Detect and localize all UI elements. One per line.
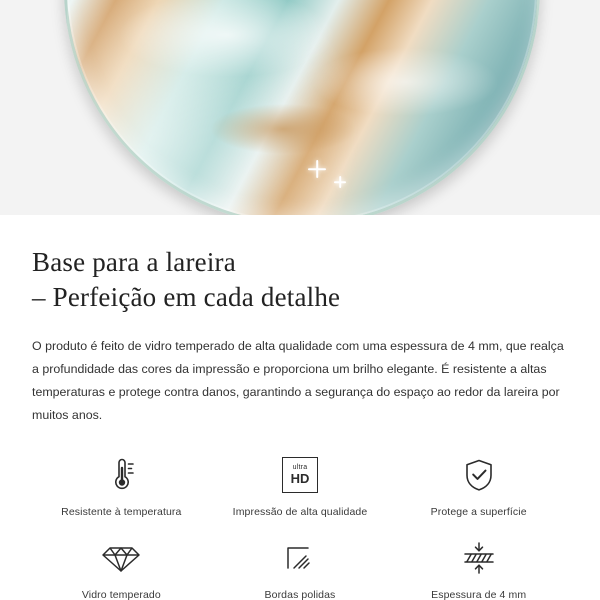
- feature-item: [211, 453, 390, 518]
- feature-item: [32, 453, 211, 518]
- hero-image: [0, 0, 600, 215]
- description-paragraph: O produto é feito de vidro temperado de alta qualidade com uma espessura de 4 mm, que realça a profundidade das cores da impressão e proporciona um brilho elegante. É resistente a altas temperaturas e protege contra danos, garantindo a segurança do espaço ao redor da lareira por muitos anos.: [32, 339, 564, 422]
- feature-label: Espessura de 4 mm: [431, 588, 527, 600]
- headline-line-1: Base para a lareira: [32, 247, 236, 277]
- ultra-hd-icon: [282, 453, 318, 497]
- shield-check-icon: [460, 453, 498, 497]
- feature-item: [32, 536, 211, 600]
- feature-label: Protege a superfície: [430, 505, 527, 518]
- thickness-arrows-icon: [457, 536, 501, 580]
- feature-label: Impressão de alta qualidade: [232, 505, 368, 518]
- feature-label: Resistente à temperatura: [61, 505, 182, 518]
- feature-grid: [32, 453, 568, 600]
- headline-line-2: – Perfeição em cada detalhe: [32, 282, 341, 313]
- feature-item: [389, 536, 568, 600]
- feature-label: Bordas polidas: [264, 588, 336, 600]
- polished-edges-icon: [280, 536, 320, 580]
- page-title: [32, 245, 568, 315]
- ultra-hd-badge-top: ultra: [292, 464, 308, 472]
- ultra-hd-badge-bottom: HD: [290, 471, 310, 487]
- thermometer-icon: [101, 453, 141, 497]
- feature-label: Vidro temperado: [81, 588, 161, 600]
- diamond-icon: [100, 536, 142, 580]
- content-area: [0, 245, 600, 600]
- feature-item: [211, 536, 390, 600]
- glass-disc-product-image: [64, 0, 540, 215]
- feature-item: [389, 453, 568, 518]
